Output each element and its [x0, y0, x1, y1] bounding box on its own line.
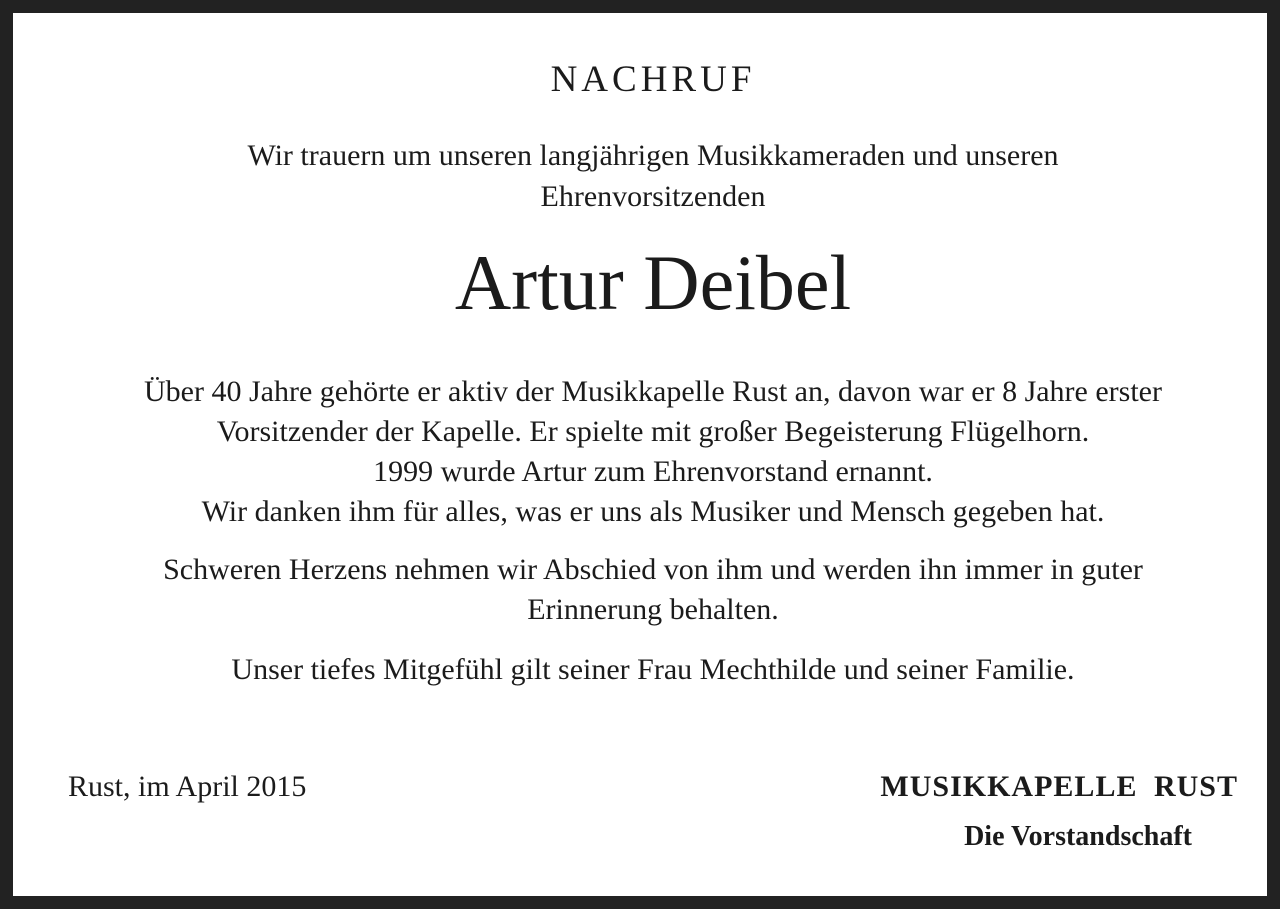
paragraph-line: 1999 wurde Artur zum Ehrenvorstand ernannt.	[373, 455, 933, 488]
place-and-date: Rust, im April 2015	[68, 770, 307, 803]
signature-block	[818, 767, 1238, 857]
paragraph-line: Erinnerung behalten.	[527, 593, 779, 626]
intro-line: Wir trauern um unseren langjährigen Musikkameraden und unseren	[247, 139, 1059, 172]
paragraph-line: Vorsitzender der Kapelle. Er spielte mit großer Begeisterung Flügelhorn.	[216, 415, 1090, 448]
intro-text	[26, 135, 1280, 217]
paragraph-line: Schweren Herzens nehmen wir Abschied von ihm und werden ihn immer in guter	[163, 553, 1143, 586]
paragraph-farewell	[26, 550, 1280, 630]
organization-name: MUSIKKAPELLE RUST	[880, 770, 1238, 803]
paragraph-tribute	[26, 372, 1280, 532]
board-name: Die Vorstandschaft	[964, 821, 1192, 852]
paragraph-line: Unser tiefes Mitgefühl gilt seiner Frau Mechthilde und seiner Familie.	[231, 653, 1075, 686]
notice-heading: NACHRUF	[550, 59, 756, 100]
intro-line: Ehrenvorsitzenden	[540, 180, 766, 213]
paragraph-line: Wir danken ihm für alles, was er uns als Musiker und Mensch gegeben hat.	[201, 495, 1105, 528]
paragraph-line: Über 40 Jahre gehörte er aktiv der Musikkapelle Rust an, davon war er 8 Jahre erster	[144, 375, 1162, 408]
obituary-notice	[26, 26, 1280, 909]
paragraph-condolence	[26, 650, 1280, 690]
deceased-name: Artur Deibel	[454, 239, 852, 326]
